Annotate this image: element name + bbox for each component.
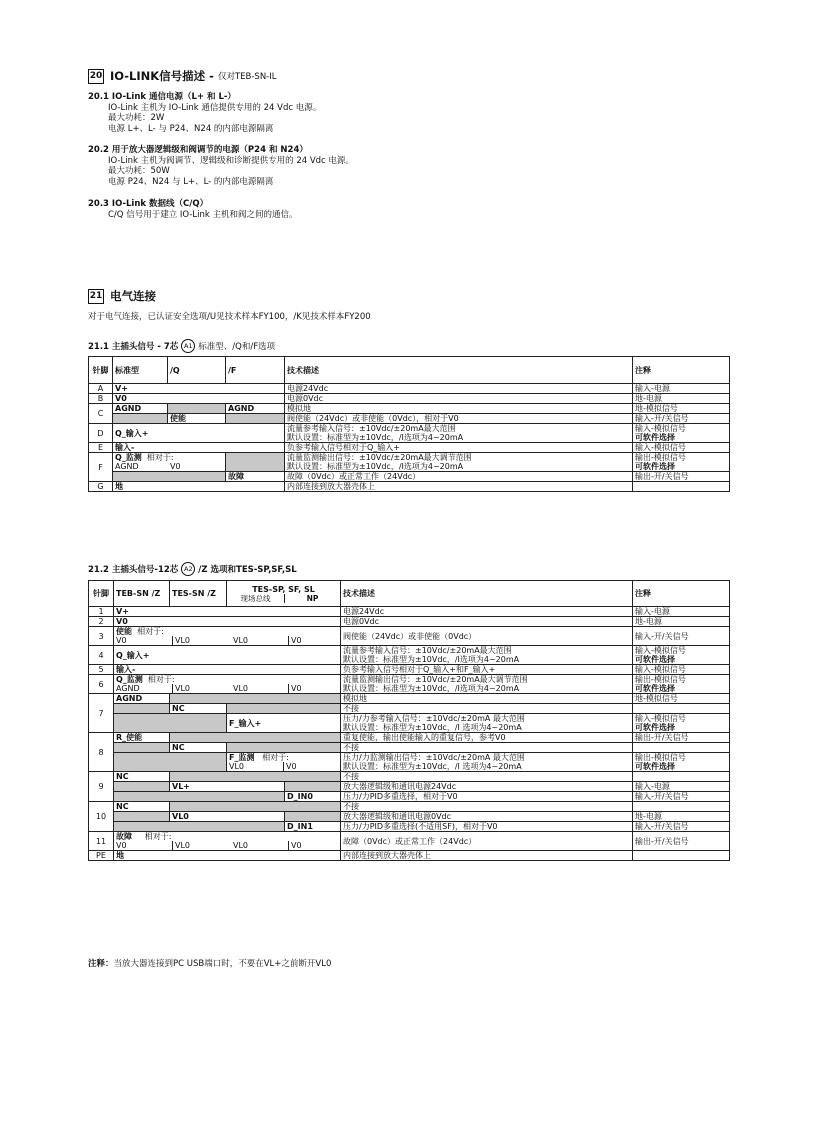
pin-cell: D xyxy=(89,424,113,443)
note-cell: 地-模拟信号 xyxy=(633,694,730,704)
desc-cell: 不接 xyxy=(341,772,633,782)
signal-cell: 地 xyxy=(114,851,341,861)
pin-cell: 6 xyxy=(89,675,114,694)
footnote-label: 注释： xyxy=(88,959,114,969)
note-cell: 输入-电源 xyxy=(633,782,730,792)
ref-value: VL0 xyxy=(233,636,249,645)
desc-cell: 模拟地 xyxy=(285,404,633,414)
pin-cell: G xyxy=(89,482,113,492)
note-cell: 输入-开/关信号 xyxy=(633,414,730,424)
subsection-heading: 20.3 IO-Link 数据线（C/Q） xyxy=(88,199,209,209)
table-1-caption xyxy=(88,339,275,353)
ref-value: AGND xyxy=(115,462,139,471)
empty-cell xyxy=(170,733,341,743)
pin-cell: 2 xyxy=(89,617,114,627)
subsection-20-2 xyxy=(88,145,354,187)
section-intro: 对于电气连接，已认证安全选项/U见技术样本FY100，/K见技术样本FY200 xyxy=(88,312,371,322)
note-line: 输出-模拟信号 xyxy=(635,453,686,462)
caption-text: 标准型、/Q和/F选项 xyxy=(198,342,276,352)
desc-cell: 阀使能（24Vdc）或非使能（0Vdc），相对于V0 xyxy=(285,414,633,424)
ref-value: AGND xyxy=(116,684,173,693)
col-header: TEB-SN /Z xyxy=(114,581,170,607)
footnote-text: 当放大器连接到PC USB端口时，不要在VL+之前断开VL0 xyxy=(113,959,332,969)
pin-cell: B xyxy=(89,394,113,404)
ref-value: V0 xyxy=(288,636,302,645)
desc-cell: 电源0Vdc xyxy=(341,617,633,627)
circled-label: A1 xyxy=(181,339,195,353)
text-line: IO-Link 主机为 IO-Link 通信提供专用的 24 Vdc 电源。 xyxy=(108,102,322,113)
pin-cell: 9 xyxy=(89,772,114,802)
desc-line: 默认设置：标准型为±10Vdc，/I选项为4~20mA xyxy=(343,684,520,693)
section-subtitle: 仅对TEB-SN-IL xyxy=(217,72,277,82)
desc-line: 压力/力监测输出信号：±10Vdc/±20mA 最大范围 xyxy=(343,753,525,762)
ref-value: VL0 xyxy=(233,684,249,693)
table-row xyxy=(89,772,730,782)
signal-cell: V+ xyxy=(113,384,285,394)
ref-value: VL0 xyxy=(175,636,191,645)
signal-cell: NC xyxy=(114,772,170,782)
table-row xyxy=(89,832,730,851)
signal-cell: V0 xyxy=(114,617,341,627)
desc-line: 默认设置：标准型为±10Vdc，/I选项为4~20mA xyxy=(287,433,464,442)
signal-cell: D_IN0 xyxy=(285,792,341,802)
table-row xyxy=(89,394,730,404)
note-cell xyxy=(633,851,730,861)
col-header: TES-SP, SF, SL xyxy=(252,584,315,594)
signal-cell: 输入- xyxy=(113,443,285,453)
note-line: 输出-模拟信号 xyxy=(635,753,686,762)
note-cell xyxy=(633,482,730,492)
signal-label: 故障 xyxy=(116,832,132,841)
table-row xyxy=(89,414,730,424)
table-row xyxy=(89,792,730,802)
desc-cell: 电源0Vdc xyxy=(285,394,633,404)
desc-cell: 负参考输入信号相对于Q_输入+ xyxy=(285,443,633,453)
circled-label: A2 xyxy=(181,562,195,576)
note-line: 可软件选择 xyxy=(635,684,675,693)
signal-cell: NC xyxy=(170,743,227,753)
table-row xyxy=(89,694,730,704)
pin-cell: 3 xyxy=(89,627,114,646)
note-cell: 地-电源 xyxy=(633,394,730,404)
relative-label: 相对于: xyxy=(147,675,175,684)
empty-cell xyxy=(113,472,226,482)
signal-cell: Q_输入+ xyxy=(114,646,341,665)
table-1 xyxy=(88,356,730,492)
note-cell xyxy=(633,704,730,714)
desc-line: 流量监测输出信号：±10Vdc/±20mA最大调节范围 xyxy=(287,453,472,462)
table-row xyxy=(89,704,730,714)
note-line: 可软件选择 xyxy=(635,462,675,471)
signal-cell: NC xyxy=(114,802,170,812)
desc-cell: 模拟地 xyxy=(341,694,633,704)
pin-cell: 10 xyxy=(89,802,114,832)
empty-cell xyxy=(226,414,285,424)
note-cell: 输入-开/关信号 xyxy=(633,627,730,646)
col-header: 注释 xyxy=(633,357,730,384)
desc-cell: 不接 xyxy=(341,743,633,753)
desc-cell: 电源24Vdc xyxy=(285,384,633,394)
text-line: 电源 L+、L- 与 P24、N24 的内部电源隔离 xyxy=(108,123,274,134)
signal-cell: R_使能 xyxy=(114,733,170,743)
table-row xyxy=(89,472,730,482)
note-cell: 地-电源 xyxy=(633,812,730,822)
table-row xyxy=(89,675,730,694)
section-number: 21 xyxy=(88,289,104,304)
ref-value: V0 xyxy=(116,841,173,850)
table-row xyxy=(89,646,730,665)
signal-label: Q_监测 xyxy=(115,453,142,462)
empty-cell xyxy=(114,704,170,714)
signal-cell: AGND xyxy=(113,404,168,414)
signal-cell: AGND xyxy=(114,694,170,704)
table-row xyxy=(89,384,730,394)
relative-label: 相对于: xyxy=(262,753,289,762)
caption-text: 21.1 主插头信号 - 7芯 xyxy=(88,342,179,352)
table-row xyxy=(89,404,730,414)
note-cell xyxy=(633,802,730,812)
table-row xyxy=(89,782,730,792)
signal-cell: 地 xyxy=(113,482,285,492)
table-row xyxy=(89,802,730,812)
note-line: 可软件选择 xyxy=(635,433,675,442)
signal-cell: 输入- xyxy=(114,665,341,675)
relative-label: 相对于: xyxy=(146,453,174,462)
signal-cell: F_输入+ xyxy=(227,714,341,733)
empty-cell xyxy=(114,812,170,822)
desc-cell: 故障（0Vdc）或正常工作（24Vdc） xyxy=(341,832,633,851)
table-row xyxy=(89,627,730,646)
table-2-caption xyxy=(88,562,297,576)
col-header: 针脚 xyxy=(89,357,113,384)
note-cell: 输入-开/关信号 xyxy=(633,822,730,832)
note-cell: 地-模拟信号 xyxy=(633,404,730,414)
desc-line: 流量参考输入信号：±10Vdc/±20mA最大范围 xyxy=(287,424,456,433)
desc-line: 流量参考输入信号：±10Vdc/±20mA最大范围 xyxy=(343,646,512,655)
footnote xyxy=(88,957,331,969)
ref-value: V0 xyxy=(288,841,302,850)
desc-line: 默认设置：标准型为±10Vdc，/I 选项为4~20mA xyxy=(343,723,522,732)
table-row xyxy=(89,822,730,832)
col-header: 针脚 xyxy=(89,581,114,607)
table-row xyxy=(89,665,730,675)
desc-cell: 电源24Vdc xyxy=(341,607,633,617)
col-header: /F xyxy=(226,357,285,384)
pin-cell: 4 xyxy=(89,646,114,665)
table-row xyxy=(89,851,730,861)
empty-cell xyxy=(114,753,227,772)
signal-cell: V0 xyxy=(113,394,285,404)
text-line: 最大功耗：2W xyxy=(108,113,165,123)
note-cell xyxy=(633,772,730,782)
col-subheader: 现场总线 xyxy=(240,593,271,603)
col-header: 注释 xyxy=(633,581,730,607)
desc-line: 压力/力参考输入信号：±10Vdc/±20mA 最大范围 xyxy=(343,714,525,723)
note-cell: 输入-电源 xyxy=(633,384,730,394)
table-row xyxy=(89,443,730,453)
note-line: 输入-模拟信号 xyxy=(635,646,686,655)
note-cell: 输出-开/关信号 xyxy=(633,472,730,482)
desc-cell: 负参考输入信号相对于Q_输入+和F_输入+ xyxy=(341,665,633,675)
section-21-header xyxy=(88,288,156,304)
desc-cell: 不接 xyxy=(341,802,633,812)
pin-cell: E xyxy=(89,443,113,453)
ref-value: V0 xyxy=(116,636,173,645)
signal-cell: NC xyxy=(170,704,227,714)
pin-cell: C xyxy=(89,404,113,424)
text-line: 电源 P24、N24 与 L+、L- 的内部电源隔离 xyxy=(108,176,274,187)
desc-cell: 内部连接到放大器壳体上 xyxy=(285,482,633,492)
col-header: 技术描述 xyxy=(285,357,633,384)
ref-value: VL0 xyxy=(175,841,191,850)
desc-line: 默认设置：标准型为±10Vdc，/I选项为4~20mA xyxy=(343,655,520,664)
empty-cell xyxy=(168,404,226,414)
pin-cell: A xyxy=(89,384,113,394)
signal-cell: VL0 xyxy=(170,812,285,822)
pin-cell: 11 xyxy=(89,832,114,851)
desc-cell: 压力/力PID多重选择，相对于V0 xyxy=(341,792,633,802)
pin-cell: 7 xyxy=(89,694,114,733)
signal-label: F_监测 xyxy=(229,753,255,762)
note-line: 可软件选择 xyxy=(635,655,675,664)
section-20-header xyxy=(88,68,277,84)
pin-cell: 1 xyxy=(89,607,114,617)
note-line: 输入-模拟信号 xyxy=(635,424,686,433)
table-row xyxy=(89,714,730,733)
col-header: 技术描述 xyxy=(341,581,633,607)
desc-cell: 不接 xyxy=(341,704,633,714)
empty-cell xyxy=(226,453,285,472)
note-cell: 输入-电源 xyxy=(633,607,730,617)
empty-cell xyxy=(113,414,168,424)
note-cell: 地-电源 xyxy=(633,617,730,627)
desc-cell: 放大器逻辑级和通讯电源24Vdc xyxy=(341,782,633,792)
signal-cell: 故障 xyxy=(226,472,285,482)
empty-cell xyxy=(114,743,170,753)
table-row xyxy=(89,812,730,822)
note-line: 输出-模拟信号 xyxy=(635,675,686,684)
desc-line: 默认设置：标准型为±10Vdc，/I选项为4~20mA xyxy=(287,462,464,471)
empty-cell xyxy=(114,792,285,802)
table-row xyxy=(89,743,730,753)
note-cell: 输出-开/关信号 xyxy=(633,832,730,851)
empty-cell xyxy=(285,812,341,822)
empty-cell xyxy=(114,714,227,733)
empty-cell xyxy=(227,704,341,714)
signal-label: 使能 xyxy=(116,627,132,636)
ref-value: V0 xyxy=(170,462,181,471)
signal-label: Q_监测 xyxy=(116,675,143,684)
desc-line: 默认设置：标准型为±10Vdc，/I 选项为4~20mA xyxy=(343,762,522,771)
table-row xyxy=(89,753,730,772)
pin-cell: F xyxy=(89,453,113,482)
col-header: TES-SN /Z xyxy=(170,581,227,607)
text-line: 最大功耗：50W xyxy=(108,166,170,176)
table-row xyxy=(89,424,730,443)
table-row xyxy=(89,482,730,492)
section-title: IO-LINK信号描述 - xyxy=(110,69,214,83)
text-line: IO-Link 主机为阀调节、逻辑级和诊断提供专用的 24 Vdc 电源。 xyxy=(108,155,354,166)
pin-cell: 5 xyxy=(89,665,114,675)
note-cell: 输入-模拟信号 xyxy=(633,443,730,453)
pin-cell: 8 xyxy=(89,733,114,772)
note-line: 输入-模拟信号 xyxy=(635,714,686,723)
signal-cell: V+ xyxy=(114,607,341,617)
subsection-20-1 xyxy=(88,92,321,134)
empty-cell xyxy=(170,694,341,704)
note-line: 可软件选择 xyxy=(635,723,675,732)
ref-value: VL0 xyxy=(233,841,249,850)
signal-cell: Q_输入+ xyxy=(113,424,285,443)
section-number: 20 xyxy=(88,69,104,84)
subsection-heading: 20.2 用于放大器逻辑级和阀调节的电源（P24 和 N24） xyxy=(88,145,308,155)
ref-value: VL0 xyxy=(175,684,191,693)
desc-cell: 压力/力PID多重选择(不适用SF)，相对于V0 xyxy=(341,822,633,832)
col-header: 标准型 xyxy=(113,357,168,384)
empty-cell xyxy=(227,743,341,753)
signal-cell: AGND xyxy=(226,404,285,414)
pin-cell: PE xyxy=(89,851,114,861)
desc-cell: 重复使能，输出使能输入的重复信号，参考V0 xyxy=(341,733,633,743)
note-cell xyxy=(633,743,730,753)
ref-value: V0 xyxy=(288,684,302,693)
caption-text: 21.2 主插头信号-12芯 xyxy=(88,565,179,575)
note-line: 可软件选择 xyxy=(635,762,675,771)
empty-cell xyxy=(170,772,341,782)
relative-label: 相对于: xyxy=(144,832,172,841)
table-2 xyxy=(88,580,730,861)
caption-text: /Z 选项和TES-SP,SF,SL xyxy=(198,565,297,575)
table-row xyxy=(89,453,730,472)
table-row xyxy=(89,607,730,617)
table-row xyxy=(89,733,730,743)
subsection-heading: 20.1 IO-Link 通信电源（L+ 和 L-） xyxy=(88,92,236,102)
desc-cell: 阀使能（24Vdc）或非使能（0Vdc） xyxy=(341,627,633,646)
desc-cell: 内部连接到放大器壳体上 xyxy=(341,851,633,861)
empty-cell xyxy=(285,782,341,792)
desc-cell: 故障（0Vdc）或正常工作（24Vdc） xyxy=(285,472,633,482)
signal-cell: VL+ xyxy=(170,782,285,792)
note-cell: 输入-模拟信号 xyxy=(633,665,730,675)
ref-value: VL0 xyxy=(229,762,245,771)
desc-cell: 放大器逻辑级和通讯电源0Vdc xyxy=(341,812,633,822)
subsection-20-3 xyxy=(88,199,298,220)
text-line: C/Q 信号用于建立 IO-Link 主机和阀之间的通信。 xyxy=(108,209,298,220)
signal-cell: 使能 xyxy=(168,414,226,424)
desc-line: 流量监测输出信号：±10Vdc/±20mA最大调节范围 xyxy=(343,675,528,684)
section-title: 电气连接 xyxy=(110,289,156,303)
relative-label: 相对于: xyxy=(137,627,164,636)
table-row xyxy=(89,617,730,627)
ref-value: V0 xyxy=(283,762,297,771)
empty-cell xyxy=(114,782,170,792)
col-subheader: NP xyxy=(284,594,340,603)
signal-cell: D_IN1 xyxy=(285,822,341,832)
empty-cell xyxy=(170,802,341,812)
empty-cell xyxy=(114,822,285,832)
note-cell: 输出-开/关信号 xyxy=(633,733,730,743)
note-cell: 输入-开/关信号 xyxy=(633,792,730,802)
col-header: /Q xyxy=(168,357,226,384)
